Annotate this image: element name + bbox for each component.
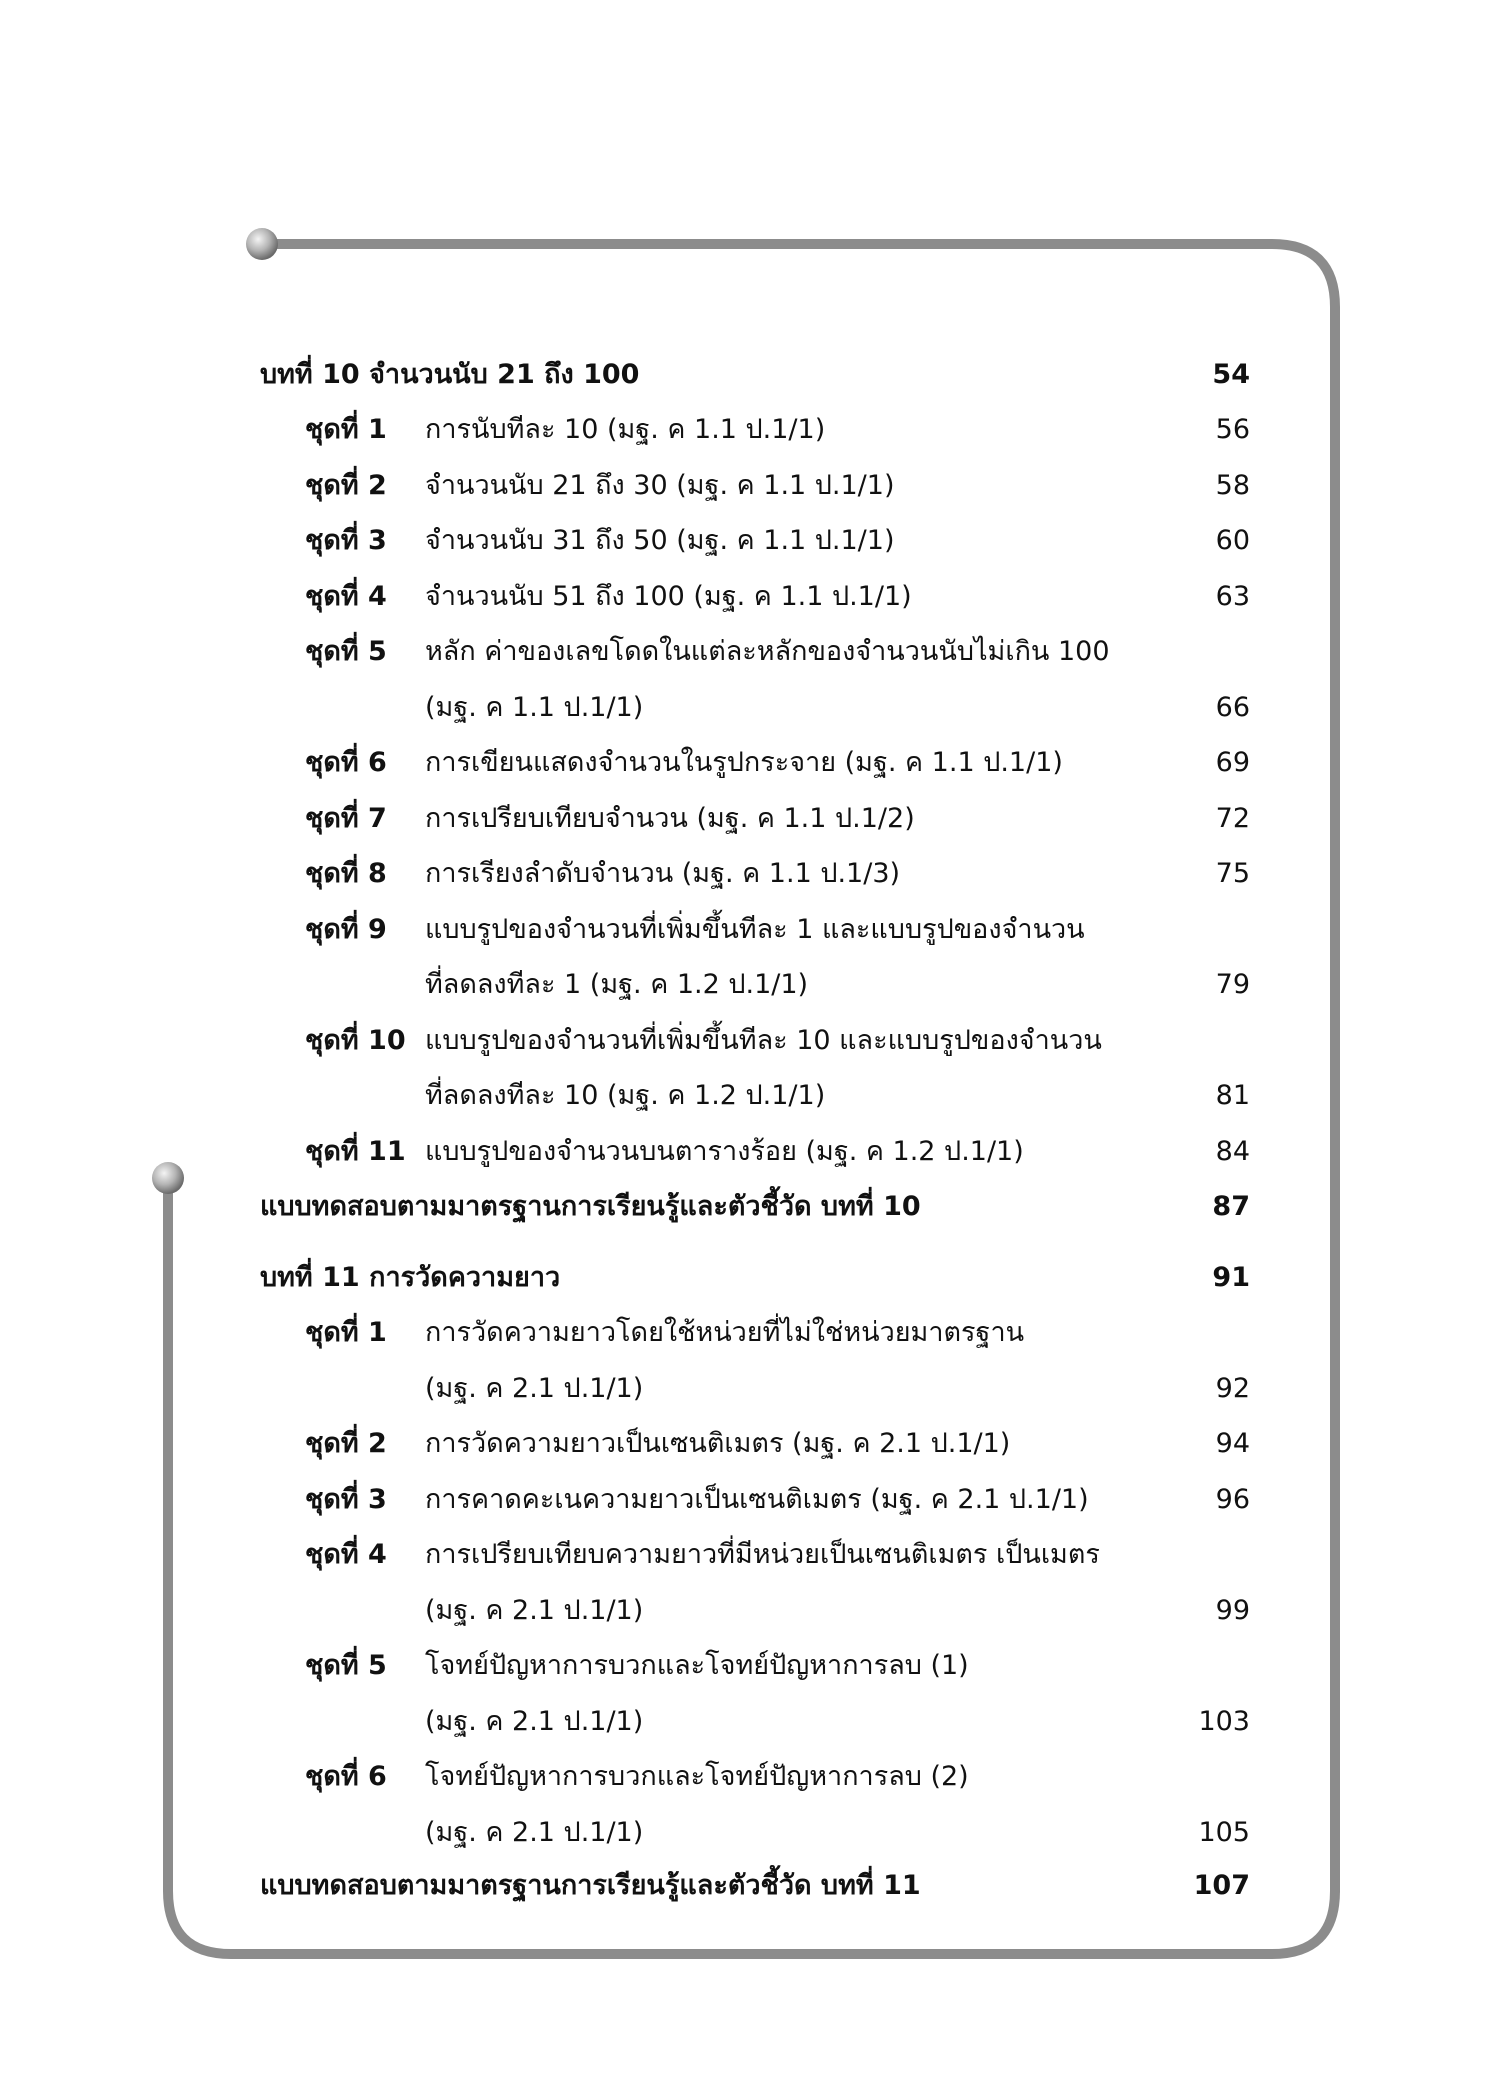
set-page: 72 (1215, 803, 1250, 834)
toc-entry (305, 1646, 969, 1686)
set-page: 58 (1215, 470, 1250, 501)
chapter-11-test-title: แบบทดสอบตามมาตรฐานการเรียนรู้และตัวชี้วัด บทที่ 11 (260, 1870, 921, 1901)
toc-entry (305, 1535, 1100, 1575)
toc-entry (305, 466, 895, 506)
set-label: ชุดที่ 9 (305, 914, 387, 945)
toc-entry (305, 632, 1110, 672)
toc-entry (305, 1313, 1024, 1353)
toc-entry (305, 910, 1085, 950)
chapter-11-page: 91 (1212, 1262, 1250, 1293)
set-title: การเปรียบเทียบความยาวที่มีหน่วยเป็นเซนติเมตร เป็นเมตร (425, 1539, 1100, 1570)
set-title-continued: (มฐ. ค 2.1 ป.1/1) (425, 1373, 644, 1404)
set-title: โจทย์ปัญหาการบวกและโจทย์ปัญหาการลบ (2) (425, 1761, 969, 1792)
set-label: ชุดที่ 11 (305, 1136, 406, 1167)
set-title-continued: ที่ลดลงทีละ 10 (มฐ. ค 1.2 ป.1/1) (425, 1080, 826, 1111)
toc-entry (305, 1132, 1024, 1172)
set-label: ชุดที่ 4 (305, 581, 387, 612)
set-title: การเรียงลำดับจำนวน (มฐ. ค 1.1 ป.1/3) (425, 858, 901, 889)
set-title: การเปรียบเทียบจำนวน (มฐ. ค 1.1 ป.1/2) (425, 803, 915, 834)
set-page: 99 (1215, 1595, 1250, 1626)
set-page: 75 (1215, 858, 1250, 889)
toc-entry (305, 1757, 969, 1797)
set-page: 103 (1198, 1706, 1250, 1737)
set-label: ชุดที่ 5 (305, 1650, 387, 1681)
toc-entry (305, 410, 825, 450)
set-label: ชุดที่ 3 (305, 525, 387, 556)
set-label: ชุดที่ 7 (305, 803, 387, 834)
set-page: 105 (1198, 1817, 1250, 1848)
frame-ball-left (152, 1162, 184, 1194)
toc-entry (305, 743, 1063, 783)
set-title: การวัดความยาวเป็นเซนติเมตร (มฐ. ค 2.1 ป.1/1) (425, 1428, 1011, 1459)
chapter-11-title: บทที่ 11 การวัดความยาว (260, 1262, 561, 1293)
set-label: ชุดที่ 10 (305, 1025, 406, 1056)
set-page: 66 (1215, 692, 1250, 723)
chapter-10-test-title: แบบทดสอบตามมาตรฐานการเรียนรู้และตัวชี้วัด บทที่ 10 (260, 1191, 921, 1222)
set-label: ชุดที่ 1 (305, 1317, 387, 1348)
set-label: ชุดที่ 5 (305, 636, 387, 667)
set-label: ชุดที่ 1 (305, 414, 387, 445)
set-title: โจทย์ปัญหาการบวกและโจทย์ปัญหาการลบ (1) (425, 1650, 969, 1681)
toc-entry (305, 577, 912, 617)
set-page: 69 (1215, 747, 1250, 778)
toc-entry (305, 854, 900, 894)
set-label: ชุดที่ 4 (305, 1539, 387, 1570)
set-title: แบบรูปของจำนวนที่เพิ่มขึ้นทีละ 1 และแบบรูปของจำนวน (425, 914, 1085, 945)
set-title: การวัดความยาวโดยใช้หน่วยที่ไม่ใช่หน่วยมาตรฐาน (425, 1317, 1025, 1348)
chapter-10-title: บทที่ 10 จำนวนนับ 21 ถึง 100 (260, 359, 640, 390)
toc-entry (305, 1424, 1010, 1464)
set-title: การคาดคะเนความยาวเป็นเซนติเมตร (มฐ. ค 2.1 ป.1/1) (425, 1484, 1089, 1515)
set-page: 60 (1215, 525, 1250, 556)
set-label: ชุดที่ 6 (305, 747, 387, 778)
chapter-10-page: 54 (1212, 359, 1250, 390)
set-label: ชุดที่ 3 (305, 1484, 387, 1515)
set-title-continued: ที่ลดลงทีละ 1 (มฐ. ค 1.2 ป.1/1) (425, 969, 809, 1000)
set-page: 94 (1215, 1428, 1250, 1459)
set-page: 81 (1215, 1080, 1250, 1111)
set-page: 56 (1215, 414, 1250, 445)
frame-ball-top (246, 228, 278, 260)
set-title: จำนวนนับ 21 ถึง 30 (มฐ. ค 1.1 ป.1/1) (425, 470, 895, 501)
set-title-continued: (มฐ. ค 2.1 ป.1/1) (425, 1817, 644, 1848)
set-title: การเขียนแสดงจำนวนในรูปกระจาย (มฐ. ค 1.1 ป.1/1) (425, 747, 1063, 778)
set-page: 79 (1215, 969, 1250, 1000)
set-title: หลัก ค่าของเลขโดดในแต่ละหลักของจำนวนนับไม่เกิน 100 (425, 636, 1110, 667)
set-label: ชุดที่ 2 (305, 470, 387, 501)
set-title-continued: (มฐ. ค 2.1 ป.1/1) (425, 1706, 644, 1737)
toc-entry (305, 521, 895, 561)
set-page: 96 (1215, 1484, 1250, 1515)
toc-entry (305, 799, 915, 839)
chapter-11-test-page: 107 (1193, 1870, 1250, 1901)
set-title: จำนวนนับ 51 ถึง 100 (มฐ. ค 1.1 ป.1/1) (425, 581, 912, 612)
set-page: 92 (1215, 1373, 1250, 1404)
set-title: แบบรูปของจำนวนที่เพิ่มขึ้นทีละ 10 และแบบรูปของจำนวน (425, 1025, 1102, 1056)
set-title-continued: (มฐ. ค 1.1 ป.1/1) (425, 692, 644, 723)
set-title-continued: (มฐ. ค 2.1 ป.1/1) (425, 1595, 644, 1626)
set-title: แบบรูปของจำนวนบนตารางร้อย (มฐ. ค 1.2 ป.1/1) (425, 1136, 1024, 1167)
toc-entry (305, 1480, 1089, 1520)
toc-entry (305, 1021, 1102, 1061)
set-page: 63 (1215, 581, 1250, 612)
set-page: 84 (1215, 1136, 1250, 1167)
chapter-10-test-page: 87 (1212, 1191, 1250, 1222)
set-label: ชุดที่ 8 (305, 858, 387, 889)
set-label: ชุดที่ 6 (305, 1761, 387, 1792)
set-title: จำนวนนับ 31 ถึง 50 (มฐ. ค 1.1 ป.1/1) (425, 525, 895, 556)
set-title: การนับทีละ 10 (มฐ. ค 1.1 ป.1/1) (425, 414, 826, 445)
set-label: ชุดที่ 2 (305, 1428, 387, 1459)
